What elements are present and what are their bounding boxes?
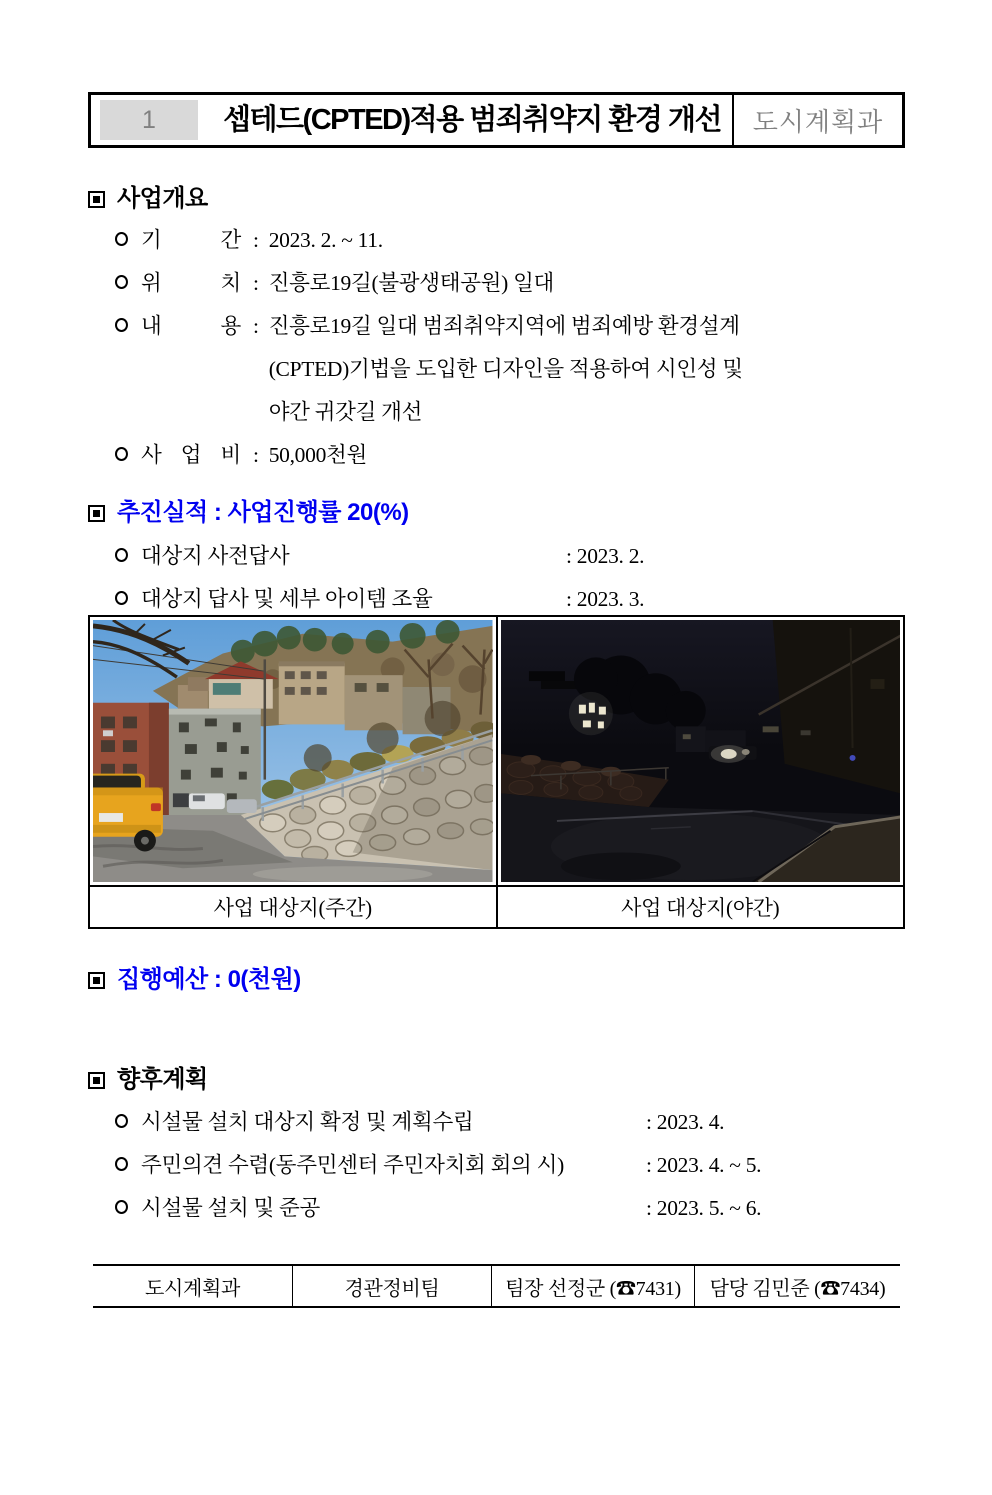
item-bullet-icon bbox=[115, 232, 128, 246]
item-label: 내 용 bbox=[141, 314, 241, 338]
section-bullet-icon bbox=[88, 191, 105, 208]
item-bullet-icon bbox=[115, 275, 128, 289]
overview-item-period bbox=[115, 226, 905, 254]
title-header-box bbox=[88, 92, 905, 148]
item-value: 2023. 2. ~ 11. bbox=[268, 228, 383, 252]
section-bullet-icon bbox=[88, 505, 105, 522]
progress-heading-label: 추진실적 : 사업진행률 20(%) bbox=[117, 499, 409, 526]
overview-item-budget bbox=[115, 441, 905, 469]
future-plan-heading-label: 향후계획 bbox=[117, 1066, 208, 1093]
report-page bbox=[0, 92, 992, 1495]
item-colon: : bbox=[253, 271, 259, 295]
item-date: : 2023. 4. bbox=[646, 1110, 725, 1134]
item-label: 대상지 답사 및 세부 아이템 조율 bbox=[141, 587, 433, 611]
site-photo-table bbox=[88, 615, 905, 929]
item-label: 주민의견 수렴(동주민센터 주민자치회 회의 시) bbox=[141, 1153, 564, 1177]
section-bullet-icon bbox=[88, 1072, 105, 1089]
night-street-photo bbox=[501, 620, 901, 882]
item-label: 사 업 비 bbox=[141, 443, 241, 467]
contact-table bbox=[93, 1264, 900, 1308]
progress-heading bbox=[88, 499, 905, 527]
future-plan-heading bbox=[88, 1066, 905, 1094]
future-item bbox=[115, 1108, 905, 1136]
section-number-badge: 1 bbox=[100, 100, 198, 140]
item-date: : 2023. 2. bbox=[566, 544, 645, 568]
item-colon: : bbox=[253, 314, 259, 338]
department-label: 도시계획과 bbox=[732, 95, 902, 145]
item-bullet-icon bbox=[115, 1157, 128, 1171]
caption-night: 사업 대상지(야간) bbox=[496, 887, 904, 927]
item-bullet-icon bbox=[115, 1114, 128, 1128]
progress-item bbox=[115, 585, 905, 613]
item-colon: : bbox=[253, 443, 259, 467]
item-date: : 2023. 5. ~ 6. bbox=[646, 1196, 762, 1220]
daytime-street-photo bbox=[93, 620, 493, 882]
contact-team-leader: 팀장 선정군 (☎7431) bbox=[491, 1266, 694, 1306]
item-colon: : bbox=[253, 228, 259, 252]
item-date: : 2023. 3. bbox=[566, 587, 645, 611]
contact-team: 경관정비팀 bbox=[292, 1266, 491, 1306]
item-label: 기 간 bbox=[141, 228, 241, 252]
item-bullet-icon bbox=[115, 591, 128, 605]
item-bullet-icon bbox=[115, 548, 128, 562]
item-label: 위 치 bbox=[141, 271, 241, 295]
future-item bbox=[115, 1151, 905, 1179]
photo-caption-row bbox=[90, 885, 903, 927]
section-bullet-icon bbox=[88, 972, 105, 989]
item-value-line3: 야간 귀갓길 개선 bbox=[268, 400, 423, 424]
item-value-line2: (CPTED)기법을 도입한 디자인을 적용하여 시인성 및 bbox=[268, 357, 743, 381]
photo-daytime bbox=[90, 617, 496, 885]
item-bullet-icon bbox=[115, 1200, 128, 1214]
overview-heading bbox=[88, 185, 905, 213]
item-label: 시설물 설치 및 준공 bbox=[141, 1196, 320, 1220]
contact-staff: 담당 김민준 (☎7434) bbox=[694, 1266, 900, 1306]
future-item bbox=[115, 1194, 905, 1222]
page-title: 셉테드(CPTED)적용 범죄취약지 환경 개선 bbox=[223, 103, 721, 136]
overview-heading-label: 사업개요 bbox=[117, 185, 208, 212]
budget-heading-label: 집행예산 : 0(천원) bbox=[117, 966, 301, 993]
item-label: 대상지 사전답사 bbox=[141, 544, 290, 568]
caption-daytime: 사업 대상지(주간) bbox=[213, 896, 372, 920]
item-value-line1: 진흥로19길 일대 범죄취약지역에 범죄예방 환경설계 bbox=[268, 314, 740, 338]
item-bullet-icon bbox=[115, 447, 128, 461]
item-bullet-icon bbox=[115, 318, 128, 332]
contact-department: 도시계획과 bbox=[144, 1277, 241, 1300]
item-date: : 2023. 4. ~ 5. bbox=[646, 1153, 762, 1177]
item-label: 시설물 설치 대상지 확정 및 계획수립 bbox=[141, 1110, 474, 1134]
photo-night bbox=[496, 617, 904, 885]
progress-item bbox=[115, 542, 905, 570]
item-value bbox=[269, 312, 743, 426]
budget-heading bbox=[88, 966, 905, 994]
item-value: 50,000천원 bbox=[268, 443, 367, 467]
item-value: 진흥로19길(불광생태공원) 일대 bbox=[268, 271, 555, 295]
overview-item-content bbox=[115, 312, 905, 426]
overview-item-location bbox=[115, 269, 905, 297]
